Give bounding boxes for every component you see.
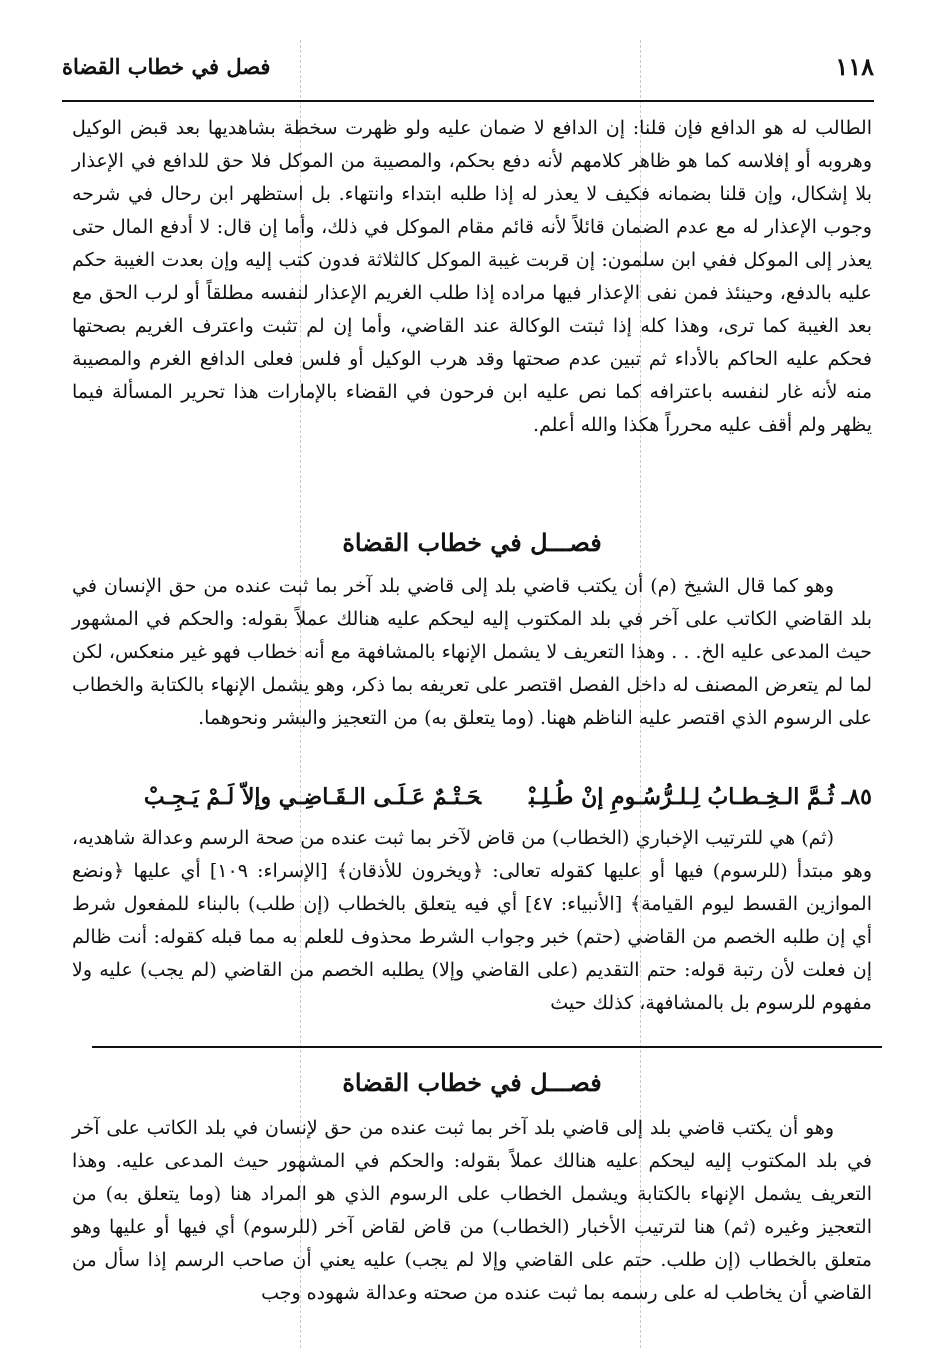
paragraph: وهو أن يكتب قاضي بلد إلى قاضي بلد آخر بما ثبت عنده من حق لإنسان في بلد الكاتب على آخر في بلد المكتوب إليه ليحكم عليه هنالك عملاً بقوله: والحكم في المشهور حيث المدعى عليه. وهذا التعريف يشمل الإنهاء بالكتابة ويشمل الخطاب على الرسوم الذي هو المراد هنا (وما يتعلق به) من التعجيز وغيره (ثم) هنا لترتيب الأخبار (الخطاب) من قاض لقاض آخر (للرسوم) أي فيها أو عليها وهو متعلق بالخطاب (إن طلب. حتم على القاضي وإلا لم يجب) عليه يعني أن صاحب الرسم إذا سأل من القاضي أن يخاطب له على رسمه بما ثبت عنده من صحته وعدالة شهوده وجب [72,1117,872,1304]
section-divider [92,1046,882,1048]
paragraph: وهو كما قال الشيخ (م) أن يكتب قاضي بلد إلى قاضي بلد آخر بما ثبت عنده من حق الإنسان في بلد القاضي الكاتب على آخر في بلد المكتوب إليه ليحكم عليه هنالك عملاً بقوله: والحكم في المشهور حيث المدعى عليه الخ. . . وهذا التعريف لا يشمل الإنهاء بالمشافهة مع أنه خطاب فهو غير منعكس، لكن لما لم يتعرض المصنف له داخل الفصل اقتصر على تعريفه بما ذكر، وهو يشمل الإنهاء بالكتابة والخطاب على الرسوم الذي اقتصر عليه الناظم ههنا. (وما يتعلق به) من التعجيز والبشر ونحوهما. [72,575,872,729]
verse-half-1: ثُـمَّ الـخِـطـابُ لِـلـرُّسُـومِ إنْ طُـلِـبْ [529,784,835,810]
section-heading: فصـــل في خطاب القضاة [342,528,602,557]
verse-dash: ـ [834,784,849,810]
section-text [72,1112,872,1310]
page-number: ١١٨ [835,52,874,81]
verse-number: ٨٥ [848,784,872,810]
section-text [72,570,872,735]
verse-half-2: حَـتْـمٌ عَـلَـى الـقَـاضِـي وإلاّ لَـمْ يَـجِـبْ [143,784,482,810]
running-title: فصل في خطاب القضاة [62,54,271,79]
commentary-text [72,822,872,1020]
body-text-top [72,112,872,442]
page-header [62,44,874,94]
paragraph: (ثم) هي للترتيب الإخباري (الخطاب) من قاض لآخر بما ثبت عنده من صحة الرسم وعدالة شاهديه، وهو مبتدأ (للرسوم) فيها أو عليها كقوله تعالى: ﴿ويخرون للأذقان﴾ [الإسراء: ١٠٩] أي عليها ﴿ونضع الموازين القسط ليوم القيامة﴾ [الأنبياء: ٤٧] أي فيه يتعلق بالخطاب (إن طلب) بالبناء للمفعول شرط أي إن طلبه الخصم من القاضي (حتم) خبر وجواب الشرط محذوف للعلم به مما قبله كقوله: أنت ظالم إن فعلت لأن رتبة قوله: حتم التقديم (على القاضي وإلا) يطلبه الخصم من القاضي (لم يجب) عليه ولا مفهوم للرسوم بل بالمشافهة، كذلك حيث [72,827,872,1014]
verse-line [72,784,872,810]
section-heading: فصـــل في خطاب القضاة [342,1068,602,1097]
paragraph: الطالب له هو الدافع فإن قلنا: إن الدافع لا ضمان عليه ولو ظهرت سخطة بشاهديها بعد قبض الوكيل وهروبه أو إفلاسه كما هو ظاهر كلامهم لأنه دفع بحكم، والمصيبة من الموكل فلا حق للدافع في الإعذار بلا إشكال، وإن قلنا بضمانه فكيف لا يعذر له إذا طلبه ابتداء وانتهاء. بل استظهر ابن رحال في شرحه وجوب الإعذار له مع عدم الضمان قائلاً لأنه قائم مقام الموكل في ذلك، وأما إن قال: لا أدفع المال حتى يعذر إلى الموكل ففي ابن سلمون: إن قربت غيبة الموكل كالثلاثة فدون كتب إليه وإن بعدت الغيبة حكم عليه بالدفع، وحينئذ فمن نفى الإعذار فيها مراده إذا طلب الغريم الإعذار لنفسه مطلقاً أو لرب الحق مع بعد الغيبة كما ترى، وهذا كله إذا ثبتت الوكالة عند القاضي، وأما إن لم تثبت واعترف الغريم بصحتها فحكم عليه الحاكم بالأداء ثم تبين عدم صحتها وقد هرب الوكيل أو فلس فعلى الدافع الغرم والمصيبة منه لأنه غار لنفسه باعترافه كما نص عليه ابن فرحون في القضاء بالإمارات هذا تحرير المسألة فيما يظهر ولم أقف عليه محرراً هكذا والله أعلم. [72,117,872,436]
header-rule [62,100,874,102]
